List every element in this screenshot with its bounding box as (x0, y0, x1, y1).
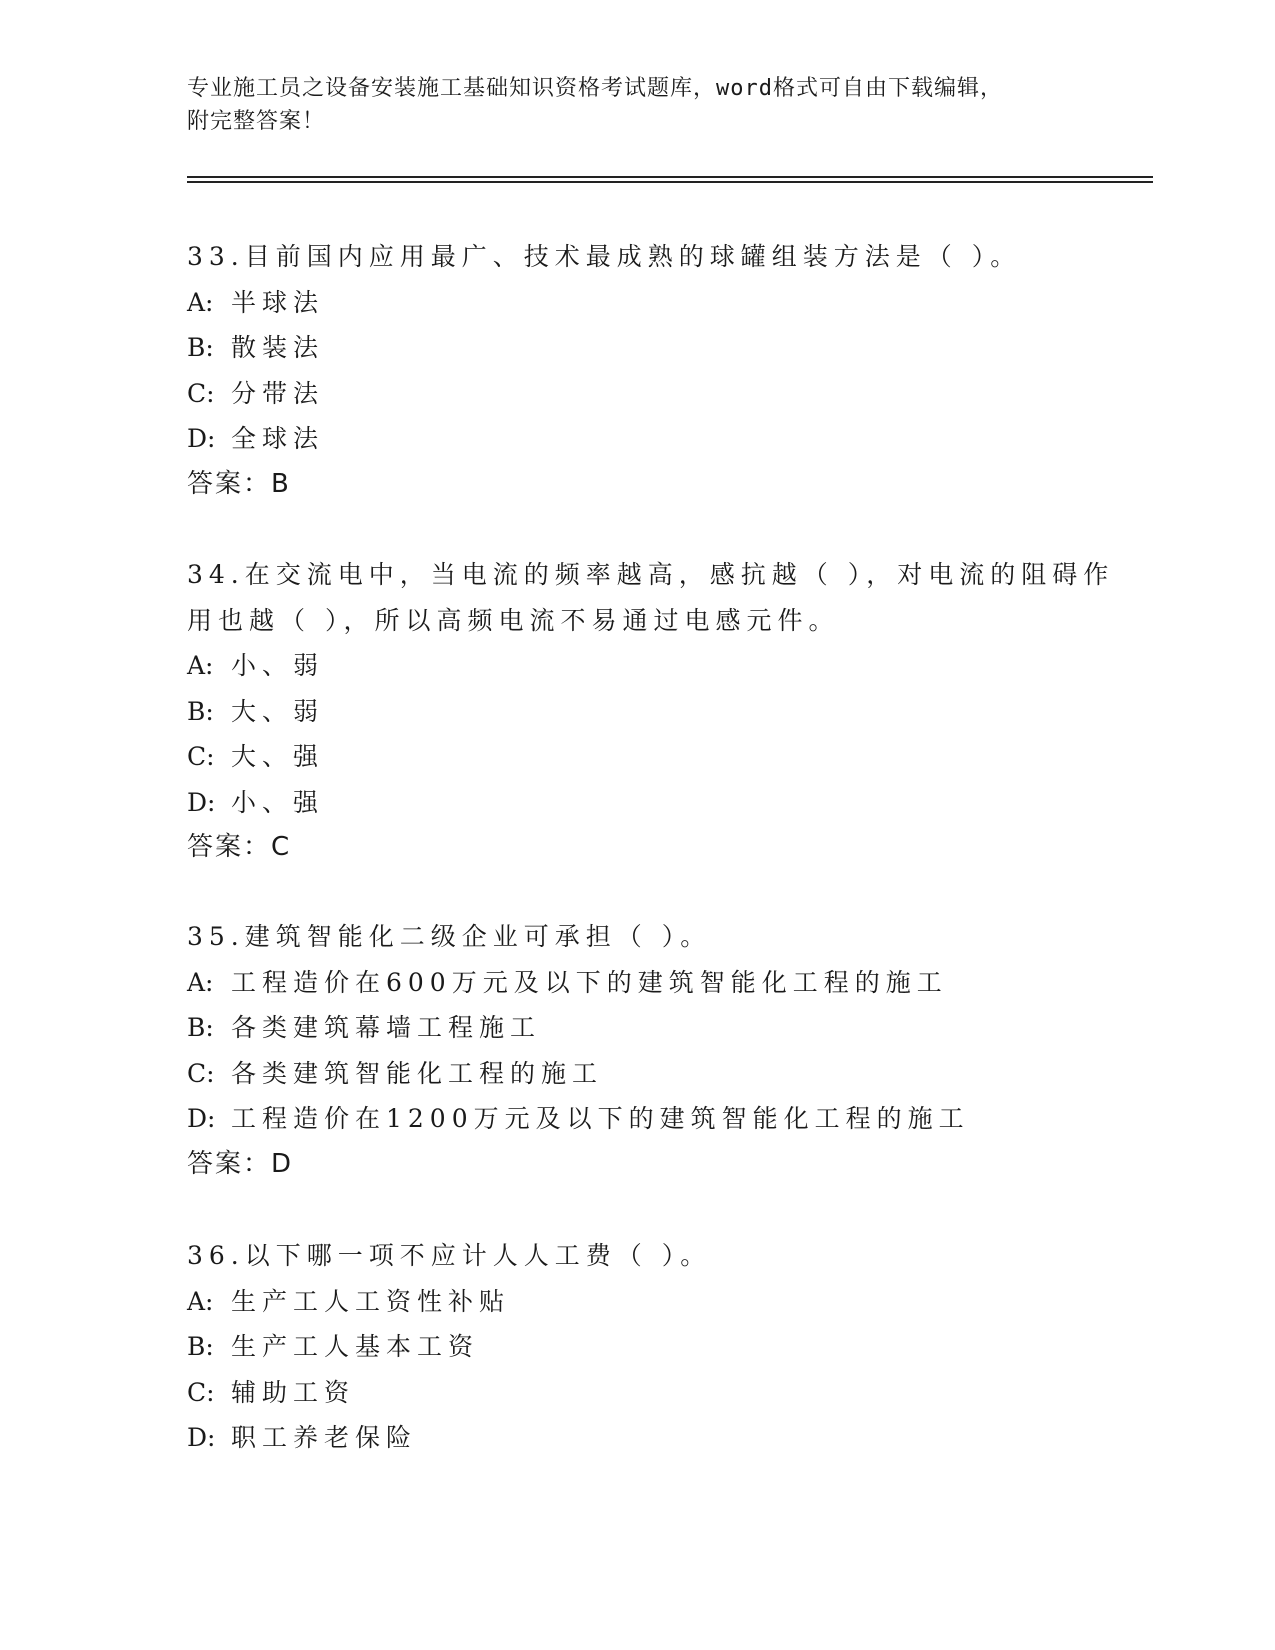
question-35 (187, 914, 1087, 1187)
option-key: B: (187, 696, 214, 726)
answer-line: 答案：D (187, 1148, 294, 1179)
answer-line: 答案：C (187, 832, 292, 862)
option-b (187, 1324, 1087, 1370)
option-d (187, 1415, 1087, 1461)
option-text: 生产工人基本工资 (231, 1332, 480, 1361)
document-header (187, 72, 1157, 138)
option-c (187, 734, 1087, 780)
option-key: D: (187, 424, 216, 453)
option-text: 大、弱 (231, 696, 325, 726)
option-c (187, 1051, 1087, 1097)
option-d (187, 1096, 1087, 1142)
question-stem: 36.以下哪一项不应计人人工费（ ）。 (187, 1241, 712, 1270)
question-34 (187, 552, 1115, 871)
option-text: 职工养老保险 (231, 1423, 418, 1452)
question-stem-line-1: 34.在交流电中，当电流的频率越高，感抗越（ ），对电流的阻碍作 (187, 560, 1115, 589)
option-b (187, 325, 1087, 371)
question-stem: 35.建筑智能化二级企业可承担（ ）。 (187, 922, 712, 951)
question-33 (187, 234, 1087, 507)
question-stem: 33.目前国内应用最广、技术最成熟的球罐组装方法是（ ）。 (187, 242, 1022, 271)
option-key: B: (187, 1013, 214, 1042)
option-text: 生产工人工资性补贴 (231, 1286, 511, 1316)
option-key: D: (187, 1423, 216, 1452)
option-text: 各类建筑智能化工程的施工 (231, 1058, 604, 1088)
option-a (187, 960, 1087, 1006)
header-line-2: 附完整答案！ (187, 109, 326, 134)
header-divider-top (187, 176, 1153, 178)
option-key: D: (187, 787, 216, 817)
option-d (187, 780, 1087, 826)
option-key: A: (187, 651, 214, 680)
option-text: 辅助工资 (231, 1377, 356, 1407)
option-text: 大、强 (231, 742, 325, 771)
option-key: C: (187, 742, 215, 771)
option-text: 工程造价在600万元及以下的建筑智能化工程的施工 (231, 967, 948, 997)
option-key: A: (187, 1286, 214, 1316)
option-c (187, 1370, 1087, 1416)
option-text: 工程造价在1200万元及以下的建筑智能化工程的施工 (231, 1104, 970, 1133)
header-line-1: 专业施工员之设备安装施工基础知识资格考试题库，word格式可自由下载编辑， (187, 76, 1003, 101)
header-divider-bottom (187, 181, 1153, 183)
option-text: 散装法 (231, 333, 325, 362)
option-d (187, 416, 1087, 462)
option-text: 分带法 (231, 378, 325, 408)
option-key: C: (187, 1058, 215, 1088)
option-text: 小、强 (231, 787, 325, 817)
option-c (187, 371, 1087, 417)
option-key: C: (187, 1377, 215, 1407)
option-b (187, 1005, 1087, 1051)
option-b (187, 689, 1087, 735)
question-36 (187, 1233, 1087, 1461)
option-text: 全球法 (231, 424, 325, 453)
option-key: B: (187, 1332, 214, 1361)
option-text: 小、弱 (231, 651, 325, 680)
option-key: B: (187, 333, 214, 362)
option-a (187, 280, 1087, 326)
option-a (187, 643, 1087, 689)
option-text: 半球法 (231, 287, 325, 317)
option-key: A: (187, 287, 214, 317)
question-stem-line-2: 用也越（ ），所以高频电流不易通过电感元件。 (187, 605, 840, 635)
option-a (187, 1279, 1087, 1325)
answer-line: 答案：B (187, 468, 291, 499)
option-key: A: (187, 967, 214, 997)
option-key: C: (187, 378, 215, 408)
option-key: D: (187, 1104, 216, 1133)
option-text: 各类建筑幕墙工程施工 (231, 1013, 542, 1042)
